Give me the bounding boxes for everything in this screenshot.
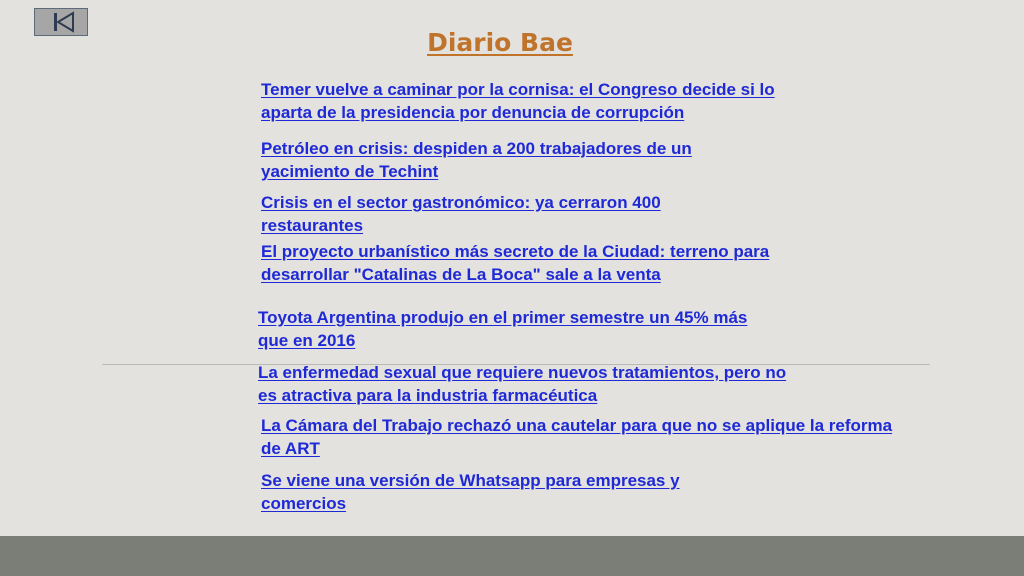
page-title: Diario Bae xyxy=(427,28,573,57)
headline-link[interactable]: El proyecto urbanístico más secreto de la Ciudad: terreno para desarrollar "Catalinas de La Boca" sale a la venta xyxy=(261,242,770,284)
headline-link[interactable]: Petróleo en crisis: despiden a 200 trabajadores de un yacimiento de Techint xyxy=(261,139,692,181)
headline-link[interactable]: Crisis en el sector gastronómico: ya cerraron 400 restaurantes xyxy=(261,193,661,235)
headline-link[interactable]: La enfermedad sexual que requiere nuevos tratamientos, pero no es atractiva para la industria farmacéutica xyxy=(258,363,787,405)
headline-link[interactable]: Toyota Argentina produjo en el primer semestre un 45% más que en 2016 xyxy=(258,308,748,350)
headline-link[interactable]: La Cámara del Trabajo rechazó una cautelar para que no se aplique la reforma de ART xyxy=(261,416,893,458)
headline-link[interactable]: Temer vuelve a caminar por la cornisa: el Congreso decide si lo aparta de la presidencia por denuncia de corrupción xyxy=(261,80,775,122)
footer-bar xyxy=(0,536,1024,576)
headline-link[interactable]: Se viene una versión de Whatsapp para empresas y comercios xyxy=(261,471,680,513)
